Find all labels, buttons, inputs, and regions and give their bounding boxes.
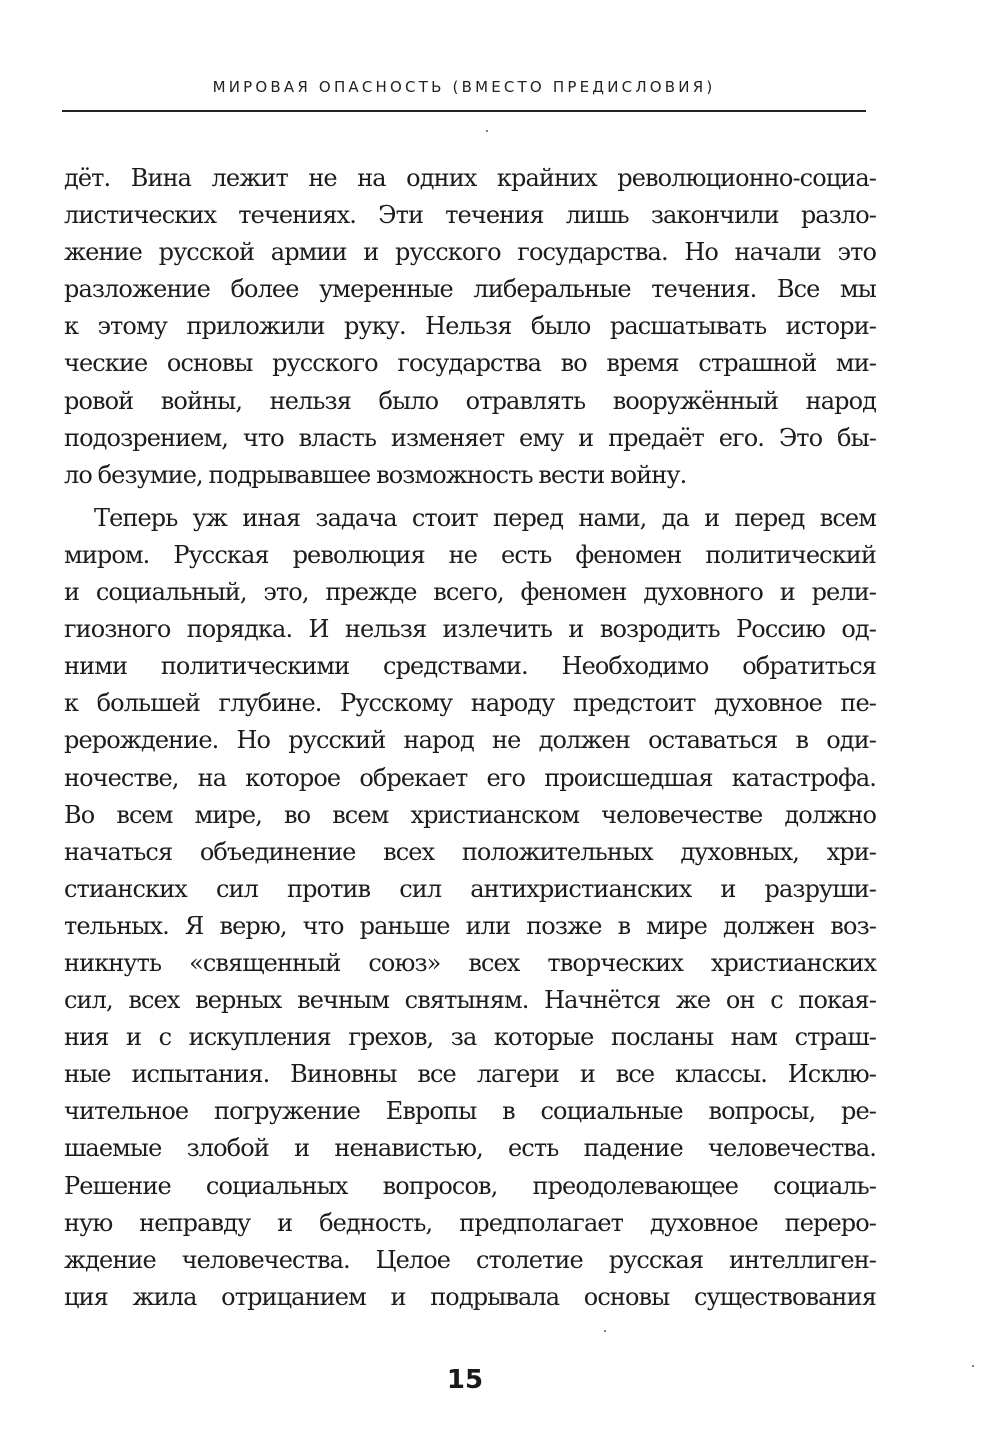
text-line: сил, всех верных вечным святыням. Начнётся же он с покая-	[64, 986, 876, 1015]
text-line: подозрением, что власть изменяет ему и предаёт его. Это бы-	[64, 423, 876, 452]
text-line: жение русской армии и русского государства. Но начали это	[64, 238, 876, 267]
text-line: ночестве, на которое обрекает его происшедшая катастрофа.	[64, 763, 876, 792]
text-line: шаемые злобой и ненавистью, есть падение человечества.	[64, 1134, 876, 1163]
text-line: Во всем мире, во всем христианском человечестве должно	[64, 800, 876, 829]
print-speck	[486, 130, 488, 132]
page-number: 15	[446, 1365, 484, 1395]
text-line: ную неправду и бедность, предполагает духовное перерo-	[64, 1208, 876, 1237]
paragraph-2	[64, 500, 876, 1316]
text-line: ция жила отрицанием и подрывала основы существования	[64, 1282, 876, 1311]
text-line: стианских сил против сил антихристианских и разруши-	[64, 874, 876, 903]
text-line: гиозного порядка. И нельзя излечить и возродить Россию од-	[64, 615, 876, 644]
text-line: ло безумие, подрывавшее возможность вести войну.	[64, 460, 687, 489]
print-speck	[604, 1330, 606, 1332]
text-line: ждение человечества. Целое столетие русская интеллиген-	[64, 1245, 876, 1274]
text-line: миром. Русская революция не есть феномен политический	[64, 540, 876, 569]
text-line: листических течениях. Эти течения лишь закончили разло-	[64, 201, 876, 230]
text-line: к большей глубине. Русскому народу предстоит духовное пе-	[64, 689, 876, 718]
header-rule	[62, 110, 866, 112]
text-line: чительное погружение Европы в социальные вопросы, ре-	[64, 1097, 876, 1126]
text-line: ческие основы русского государства во время страшной ми-	[64, 349, 876, 378]
print-speck	[972, 1365, 974, 1367]
text-line: никнуть «священный союз» всех творческих христианских	[64, 948, 876, 977]
text-line: Решение социальных вопросов, преодолевающее социаль-	[64, 1171, 876, 1200]
text-line: ные испытания. Виновны все лагери и все классы. Исклю-	[64, 1060, 876, 1089]
text-line: рерождение. Но русский народ не должен оставаться в оди-	[64, 726, 876, 755]
text-line: начаться объединение всех положительных духовных, хри-	[64, 837, 876, 866]
text-line: дёт. Вина лежит не на одних крайних революционно-социа-	[64, 164, 876, 192]
text-line: ними политическими средствами. Необходимо обратиться	[64, 652, 876, 681]
text-line: ровой войны, нельзя было отравлять вооружённый народ	[64, 386, 876, 415]
text-line: ния и с искупления грехов, за которые посланы нам страш-	[64, 1023, 876, 1052]
text-line: тельных. Я верю, что раньше или позже в мире должен воз-	[64, 911, 876, 940]
text-line: разложение более умеренные либеральные течения. Все мы	[64, 275, 876, 304]
text-line: к этому приложили руку. Нельзя было расшатывать истори-	[64, 312, 876, 341]
body-text	[64, 160, 876, 1316]
text-line: Теперь уж иная задача стоит перед нами, да и перед всем	[94, 503, 876, 532]
paragraph-1	[64, 160, 876, 494]
running-head: МИРОВАЯ ОПАСНОСТЬ (ВМЕСТО ПРЕДИСЛОВИЯ)	[212, 78, 716, 96]
text-line: и социальный, это, прежде всего, феномен духовного и рели-	[64, 578, 876, 607]
